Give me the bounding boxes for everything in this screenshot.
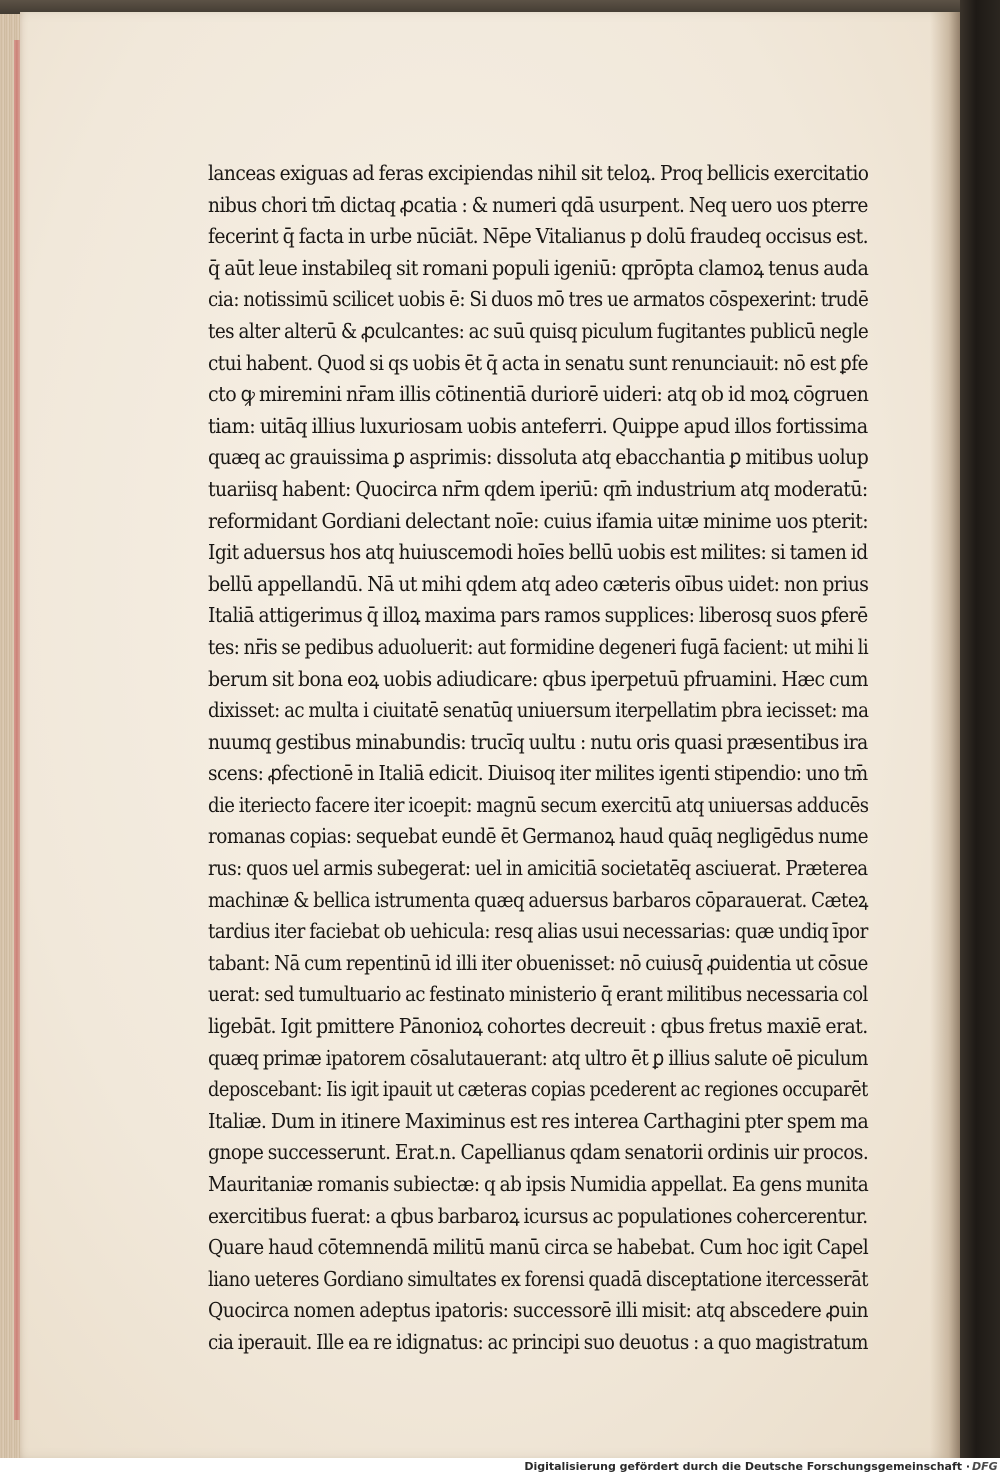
text-line: Quare haud cōtemnendā militū manū circa se habebat. Cum hoc igit Capel (208, 1235, 869, 1260)
digitization-credit: Digitalisierung gefördert durch die Deutsche Forschungsgemeinschaft · (524, 1460, 970, 1473)
text-line: cto ꝙ miremini nr̄am illis cōtinentiā duriorē uideri: atq ob id moꝝ cōgruen (208, 382, 869, 407)
text-line: Igit aduersus hos atq huiuscemodi hoīes bellū uobis est milites: si tamen id (208, 540, 868, 565)
text-line: nibus chori tm̄ dictaq ꝓcatia : & numeri qdā usurpent. Neq uero uos pterre (208, 192, 868, 217)
text-line: tes alter alterū & ꝓculcantes: ac suū quisq piculum fugitantes publicū negle (208, 318, 869, 343)
book-binding-board (960, 0, 1000, 1479)
text-line: scens: ꝓfectionē in Italiā edicit. Diuisoq iter milites igenti stipendio: uno tm̄ (208, 761, 868, 786)
text-line: Italiā attigerimus q̄ illoꝝ maxima pars ramos supplices: liberosq suos ꝑferē (208, 603, 868, 628)
text-line: q̄ aūt leue instabileq sit romani populi igeniū: qprōpta clamoꝝ tenus auda (208, 255, 869, 280)
text-line: deposcebant: Iis igit ipauit ut cæteras copias pcederent ac regiones occuparēt (208, 1077, 868, 1102)
text-line: romanas copias: sequebat eundē ēt Germanoꝝ haud quāq negligēdus nume (208, 824, 869, 849)
text-line: tardius iter faciebat ob uehicula: resq alias usui necessarias: quæ undiq īpor (208, 919, 868, 944)
text-line: cia: notissimū scilicet uobis ē: Si duos mō tres ue armatos cōspexerint: trudē (208, 287, 869, 312)
text-line: tabant: Nā cum repentinū id illi iter obuenisset: nō cuiusq̄ ꝓuidentia ut cōsue (208, 950, 868, 975)
text-line: liano ueteres Gordiano simultates ex forensi quadā disceptatione itercesserāt (208, 1266, 868, 1291)
text-line: rus: quos uel armis subegerat: uel in amicitiā societatēq asciuerat. Præterea (208, 856, 868, 881)
page-gutter-shadow (930, 12, 964, 1458)
text-line: Quocirca nomen adeptus ipatoris: successorē illi misit: atq abscedere ꝓuin (208, 1298, 868, 1323)
text-line: tuariisq habent: Quocirca nr̄m qdem iperiū: qm̄ industrium atq moderatū: (208, 476, 868, 501)
text-block (208, 158, 868, 1359)
text-line: lanceas exiguas ad feras excipiendas nihil sit teloꝝ. Proq bellicis exercitatio (208, 161, 869, 185)
text-line: quæq primæ ipatorem cōsalutauerant: atq ultro ēt ꝑ illius salute oē piculum (208, 1045, 868, 1070)
text-line: tes: nr̄is se pedibus aduoluerit: aut formidine degeneri fugā facient: ut mihi li (208, 634, 869, 659)
text-line: uerat: sed tumultuario ac festinato ministerio q̄ erant militibus necessaria col (208, 982, 868, 1007)
text-line: Italiæ. Dum in itinere Maximinus est res interea Carthagini pter spem ma (208, 1108, 869, 1133)
text-line: reformidant Gordiani delectant noīe: cuius ifamia uitæ minime uos pterit: (208, 508, 869, 533)
dfg-logo-icon: DFG (972, 1460, 998, 1473)
text-line: tiam: uitāq illius luxuriosam uobis anteferri. Quippe apud illos fortissima (208, 413, 868, 438)
text-line: bellū appellandū. Nā ut mihi qdem atq adeo cæteris oībus uidet: non prius (208, 571, 869, 596)
text-line: exercitibus fuerat: a qbus barbaroꝝ icursus ac populationes cohercerentur. (208, 1203, 868, 1228)
text-line: dixisset: ac multa i ciuitatē senatūq uniuersum iterpellatim pbra iecisset: ma (208, 698, 869, 723)
text-line: machinæ & bellica istrumenta quæq aduersus barbaros cōparauerat. Cæteꝝ (208, 887, 868, 912)
text-line: fecerint q̄ facta in urbe nūciāt. Nēpe Vitalianus p dolū fraudeq occisus est. (208, 224, 869, 249)
text-line: gnope successerunt. Erat.n. Capellianus qdam senatorii ordinis uir procos. (208, 1140, 869, 1165)
text-line: quæq ac grauissima ꝑ asprimis: dissoluta atq ebacchantia ꝑ mitibus uolup (208, 445, 869, 470)
text-line: nuumq gestibus minabundis: trucīq uultu : nutu oris quasi præsentibus ira (208, 729, 868, 754)
text-line: ligebāt. Igit pmittere Pānonioꝝ cohortes decreuit : qbus fretus maxiē erat. (208, 1014, 868, 1039)
text-line: berum sit bona eoꝝ uobis adiudicare: qbus iperpetuū pfruamini. Hæc cum (208, 666, 868, 691)
text-line: ctui habent. Quod si qs uobis ēt q̄ acta in senatu sunt renunciauit: nō est ꝑfe (208, 350, 868, 375)
text-line: cia iperauit. Ille ea re idignatus: ac principi suo deuotus : a quo magistratum (208, 1329, 868, 1354)
text-line: Mauritaniæ romanis subiectæ: q ab ipsis Numidia appellat. Ea gens munita (208, 1172, 869, 1196)
text-line: die iteriecto facere iter icoepit: magnū secum exercitū atq uniuersas adducēs (208, 792, 869, 817)
